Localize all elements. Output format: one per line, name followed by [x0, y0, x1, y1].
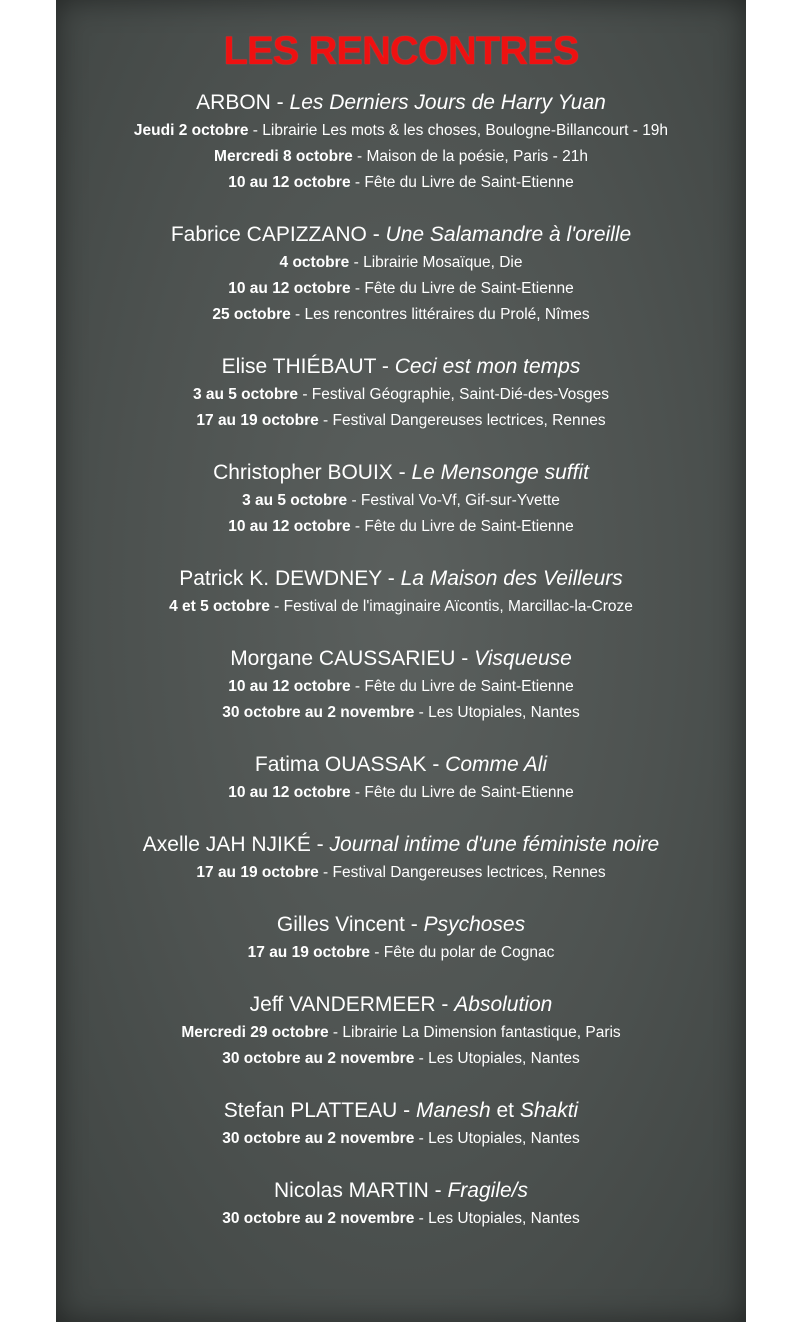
author-name: Fatima OUASSAK [254, 753, 427, 776]
book-entry [56, 564, 746, 620]
separator: - [404, 913, 424, 936]
event-date: Mercredi 8 octobre [214, 148, 353, 165]
separator: - [381, 567, 401, 590]
event-date: Mercredi 29 octobre [181, 1024, 329, 1041]
event-details: - Festival Géographie, Saint-Dié-des-Vosges [298, 386, 610, 403]
event-line [56, 302, 746, 328]
event-details: - Festival de l'imaginaire Aïcontis, Marcillac-la-Croze [269, 598, 633, 615]
book-entry [56, 990, 746, 1072]
event-line [56, 118, 746, 144]
book-title: Ceci est mon temps [394, 355, 581, 378]
book-title: Psychoses [423, 913, 526, 936]
separator: - [455, 647, 475, 670]
event-details: - Maison de la poésie, Paris - 21h [352, 148, 588, 165]
event-line [56, 674, 746, 700]
event-date: 10 au 12 octobre [228, 174, 351, 191]
book-title: Les Derniers Jours de Harry Yuan [289, 91, 606, 114]
book-title: Manesh [415, 1099, 491, 1122]
author-name: Axelle JAH NJIKÉ [142, 833, 311, 856]
event-details: - Fête du Livre de Saint-Etienne [350, 280, 574, 297]
book-entry [56, 220, 746, 328]
event-list [56, 88, 746, 1232]
event-line [56, 700, 746, 726]
event-date: 10 au 12 octobre [228, 280, 351, 297]
events-panel [56, 0, 746, 1322]
book-title: Fragile/s [447, 1179, 528, 1202]
book-heading [56, 830, 746, 860]
event-date: 17 au 19 octobre [196, 412, 319, 429]
event-date: 30 octobre au 2 novembre [222, 1210, 415, 1227]
author-name: Stefan PLATTEAU [223, 1099, 398, 1122]
event-details: - Fête du Livre de Saint-Etienne [350, 784, 574, 801]
separator: - [310, 833, 330, 856]
book-title: Absolution [454, 993, 553, 1016]
author-name: Jeff VANDERMEER [249, 993, 436, 1016]
event-line [56, 514, 746, 540]
event-details: - Fête du polar de Cognac [369, 944, 555, 961]
event-date: Jeudi 2 octobre [133, 122, 249, 139]
book-title: Shakti [519, 1099, 579, 1122]
event-details: - Fête du Livre de Saint-Etienne [350, 678, 574, 695]
book-entry [56, 1176, 746, 1232]
event-details: - Les Utopiales, Nantes [414, 1050, 580, 1067]
event-line [56, 1206, 746, 1232]
book-heading [56, 644, 746, 674]
separator: - [426, 753, 446, 776]
book-entry [56, 750, 746, 806]
book-title: Le Mensonge suffit [411, 461, 589, 484]
author-name: Fabrice CAPIZZANO [170, 223, 367, 246]
book-heading [56, 564, 746, 594]
event-line [56, 1126, 746, 1152]
event-details: - Fête du Livre de Saint-Etienne [350, 174, 574, 191]
event-line [56, 860, 746, 886]
book-entry [56, 830, 746, 886]
book-heading [56, 220, 746, 250]
event-details: - Les rencontres littéraires du Prolé, Nîmes [290, 306, 590, 323]
book-heading [56, 990, 746, 1020]
author-name: Christopher BOUIX [213, 461, 393, 484]
book-title: Comme Ali [445, 753, 548, 776]
event-line [56, 1046, 746, 1072]
event-details: - Les Utopiales, Nantes [414, 1130, 580, 1147]
book-heading [56, 1176, 746, 1206]
event-details: - Fête du Livre de Saint-Etienne [350, 518, 574, 535]
event-line [56, 170, 746, 196]
event-date: 3 au 5 octobre [192, 386, 299, 403]
author-name: Gilles Vincent [276, 913, 405, 936]
event-date: 10 au 12 octobre [228, 678, 351, 695]
book-entry [56, 88, 746, 196]
event-date: 30 octobre au 2 novembre [222, 1130, 415, 1147]
event-details: - Les Utopiales, Nantes [414, 1210, 580, 1227]
event-details: - Festival Dangereuses lectrices, Rennes [318, 864, 606, 881]
event-details: - Librairie Mosaïque, Die [349, 254, 523, 271]
separator: - [366, 223, 386, 246]
event-date: 10 au 12 octobre [228, 518, 351, 535]
separator: - [376, 355, 395, 378]
separator: - [428, 1179, 448, 1202]
event-date: 30 octobre au 2 novembre [222, 1050, 415, 1067]
event-date: 25 octobre [212, 306, 291, 323]
page-title: LES RENCONTRES [223, 29, 579, 73]
separator: - [397, 1099, 416, 1122]
event-line [56, 408, 746, 434]
event-date: 17 au 19 octobre [196, 864, 319, 881]
author-name: Patrick K. DEWDNEY [179, 567, 382, 590]
separator: - [435, 993, 455, 1016]
title-joiner: et [490, 1099, 520, 1122]
book-heading [56, 1096, 746, 1126]
author-name: Morgane CAUSSARIEU [230, 647, 456, 670]
event-details: - Librairie Les mots & les choses, Boulogne-Billancourt - 19h [248, 122, 669, 139]
event-details: - Festival Dangereuses lectrices, Rennes [318, 412, 606, 429]
event-date: 10 au 12 octobre [228, 784, 351, 801]
separator: - [270, 91, 290, 114]
separator: - [392, 461, 412, 484]
book-entry [56, 352, 746, 434]
event-date: 4 octobre [279, 254, 350, 271]
book-entry [56, 1096, 746, 1152]
book-heading [56, 910, 746, 940]
book-title: Journal intime d'une féministe noire [329, 833, 660, 856]
book-entry [56, 910, 746, 966]
book-title: Visqueuse [474, 647, 572, 670]
event-date: 30 octobre au 2 novembre [222, 704, 415, 721]
book-heading [56, 88, 746, 118]
event-line [56, 382, 746, 408]
event-details: - Librairie La Dimension fantastique, Paris [328, 1024, 621, 1041]
book-entry [56, 644, 746, 726]
event-details: - Festival Vo-Vf, Gif-sur-Yvette [347, 492, 560, 509]
event-line [56, 276, 746, 302]
event-line [56, 1020, 746, 1046]
event-date: 17 au 19 octobre [247, 944, 370, 961]
event-date: 3 au 5 octobre [242, 492, 348, 509]
event-line [56, 250, 746, 276]
author-name: Nicolas MARTIN [273, 1179, 429, 1202]
book-heading [56, 750, 746, 780]
book-title: La Maison des Veilleurs [400, 567, 623, 590]
event-line [56, 488, 746, 514]
author-name: ARBON [196, 91, 271, 114]
event-date: 4 et 5 octobre [169, 598, 270, 615]
event-line [56, 144, 746, 170]
book-heading [56, 458, 746, 488]
author-name: Elise THIÉBAUT [221, 355, 377, 378]
event-line [56, 594, 746, 620]
book-heading [56, 352, 746, 382]
event-line [56, 780, 746, 806]
book-entry [56, 458, 746, 540]
event-details: - Les Utopiales, Nantes [414, 704, 580, 721]
event-line [56, 940, 746, 966]
book-title: Une Salamandre à l'oreille [385, 223, 632, 246]
